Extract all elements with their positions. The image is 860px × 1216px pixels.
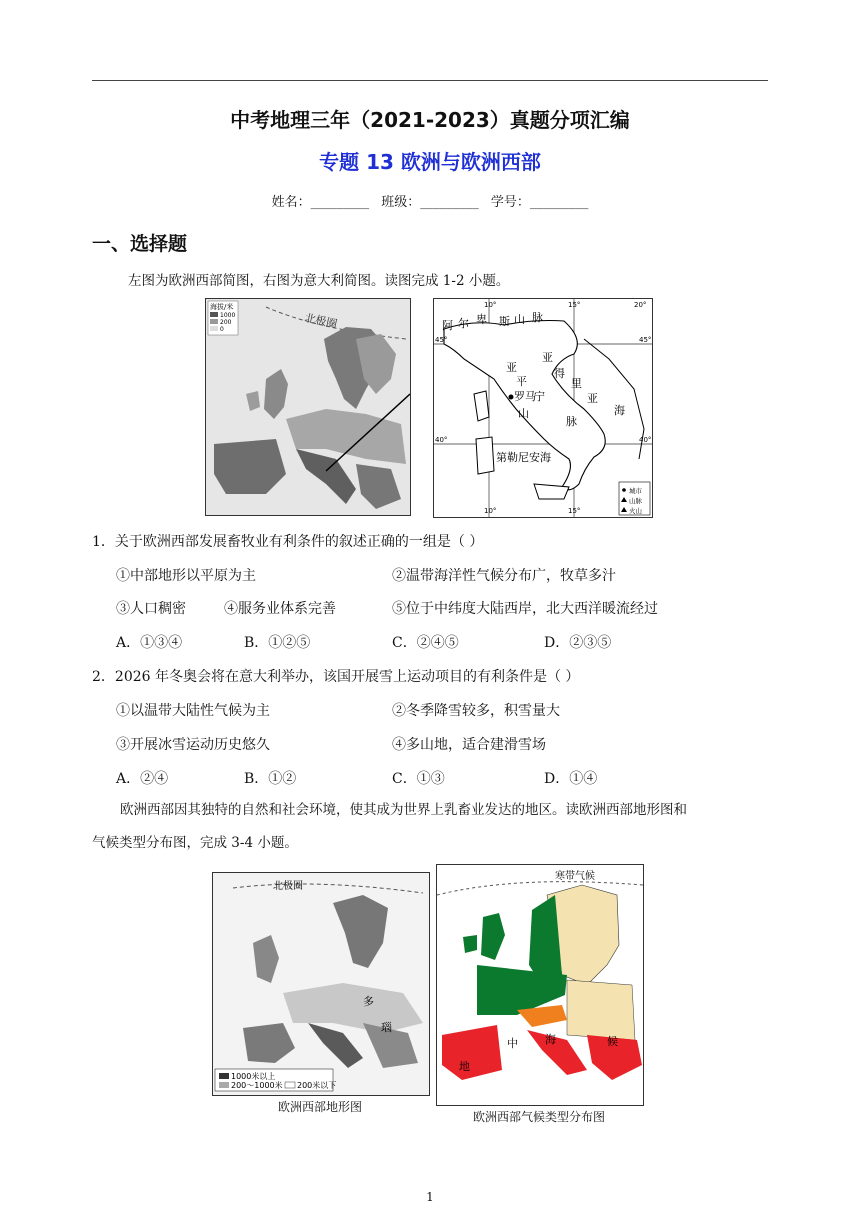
svg-text:山脉: 山脉: [629, 497, 642, 505]
label-tyrrhenian-sea: 第勒尼安海: [496, 451, 551, 464]
q1-choice-a: A．①③④: [116, 635, 183, 651]
label-mai2: 脉: [566, 415, 577, 428]
label-rome: 罗马: [514, 390, 536, 403]
svg-text:15°: 15°: [568, 301, 581, 309]
svg-text:15°: 15°: [568, 507, 581, 515]
label-ping: 平: [516, 375, 527, 388]
name-field: 姓名：_________: [271, 195, 370, 210]
climate-label-di: 地: [459, 1060, 470, 1073]
relief-legend-200: 200: [220, 319, 232, 326]
q1-item-3: ③人口稠密: [116, 601, 186, 617]
label-de: 得: [554, 367, 565, 380]
terrain-arctic-label: 北极圈: [273, 881, 303, 892]
europe-relief-map: [205, 298, 411, 516]
climate-label-hai: 海: [545, 1033, 556, 1046]
svg-text:40°: 40°: [435, 436, 448, 444]
climate-label-hou: 候: [607, 1035, 618, 1048]
label-ya3: 亚: [506, 361, 517, 374]
terrain-label-nao: 瑙: [381, 1021, 392, 1034]
intro-paragraph-2-line-2: 气候类型分布图，完成 3-4 小题。: [92, 835, 298, 851]
q1-item-4: ④服务业体系完善: [224, 601, 336, 617]
label-hai: 海: [614, 404, 625, 417]
terrain-label-duo: 多: [363, 995, 374, 1008]
intro-paragraph-2-line-1: 欧洲西部因其独特的自然和社会环境，使其成为世界上乳畜业发达的地区。读欧洲西部地形图和: [120, 802, 687, 818]
svg-text:火山: 火山: [629, 507, 642, 515]
svg-text:200～1000米: 200～1000米: [231, 1081, 283, 1090]
label-ya2: 亚: [587, 392, 598, 405]
q2-item-1: ①以温带大陆性气候为主: [116, 703, 270, 719]
europe-climate-map: [436, 864, 644, 1106]
terrain-map-caption: 欧洲西部地形图: [277, 1100, 362, 1114]
label-shan2: 山: [518, 407, 529, 420]
q1-choice-d: D．②③⑤: [544, 635, 612, 651]
arctic-circle-label: 北极圈: [303, 311, 339, 331]
q1-choice-c: C．②④⑤: [392, 635, 459, 651]
svg-text:城市: 城市: [629, 487, 642, 495]
label-li: 里: [571, 377, 582, 390]
document-title: 中考地理三年（2021-2023）真题分项汇编: [230, 108, 630, 132]
page-number: 1: [426, 1190, 434, 1204]
label-er: 尔: [458, 317, 469, 330]
top-rule: [92, 80, 768, 81]
svg-text:20°: 20°: [634, 301, 647, 309]
svg-text:45°: 45°: [639, 336, 652, 344]
q1-choice-b: B．①②⑤: [244, 635, 311, 651]
svg-text:10°: 10°: [484, 507, 497, 515]
section-heading: 一、选择题: [92, 233, 188, 255]
label-bei: 卑: [476, 313, 487, 326]
climate-top-label: 寒带气候: [555, 871, 595, 882]
label-shan1: 山: [514, 313, 525, 326]
q2-choice-b: B．①②: [244, 771, 297, 787]
intro-paragraph-1: 左图为欧洲西部简图，右图为意大利简图。读图完成 1-2 小题。: [128, 273, 510, 289]
q2-item-3: ③开展冰雪运动历史悠久: [116, 737, 270, 753]
q1-item-5: ⑤位于中纬度大陆西岸，北大西洋暖流经过: [392, 601, 658, 617]
europe-terrain-map: [212, 872, 430, 1096]
q2-item-4: ④多山地，适合建滑雪场: [392, 737, 546, 753]
class-field: 班级：_________: [381, 195, 479, 210]
student-id-field: 学号：_________: [490, 195, 589, 210]
label-si: 斯: [499, 315, 510, 328]
q2-choice-d: D．①④: [544, 771, 598, 787]
q1-item-2: ②温带海洋性气候分布广，牧草多汁: [392, 568, 616, 584]
svg-text:10°: 10°: [484, 301, 497, 309]
question-2-stem: 2．2026 年冬奥会将在意大利举办，该国开展雪上运动项目的有利条件是（ ）: [92, 669, 580, 685]
label-ya1: 亚: [542, 351, 553, 364]
label-mai1: 脉: [532, 311, 543, 324]
relief-legend-1000: 1000: [220, 312, 236, 319]
question-1-stem: 1．关于欧洲西部发展畜牧业有利条件的叙述正确的一组是（ ）: [92, 534, 484, 550]
q2-item-2: ②冬季降雪较多，积雪量大: [392, 703, 560, 719]
q2-choice-c: C．①③: [392, 771, 445, 787]
q1-item-1: ①中部地形以平原为主: [116, 568, 256, 584]
student-info-line: [0, 191, 860, 210]
svg-text:1000米以上: 1000米以上: [231, 1072, 276, 1081]
label-ning: 宁: [534, 390, 545, 403]
relief-legend-0: 0: [220, 326, 224, 333]
svg-text:200米以下: 200米以下: [297, 1081, 337, 1090]
italy-map: [433, 298, 653, 518]
climate-label-zhong: 中: [507, 1037, 518, 1050]
q2-choice-a: A．②④: [116, 771, 169, 787]
document-subtitle: 专题 13 欧洲与欧洲西部: [319, 150, 541, 174]
svg-text:40°: 40°: [639, 436, 652, 444]
climate-map-caption: 欧洲西部气候类型分布图: [472, 1110, 605, 1124]
relief-legend-title: 海拔/米: [210, 303, 234, 311]
label-a: 阿: [442, 319, 453, 332]
svg-text:45°: 45°: [435, 336, 448, 344]
